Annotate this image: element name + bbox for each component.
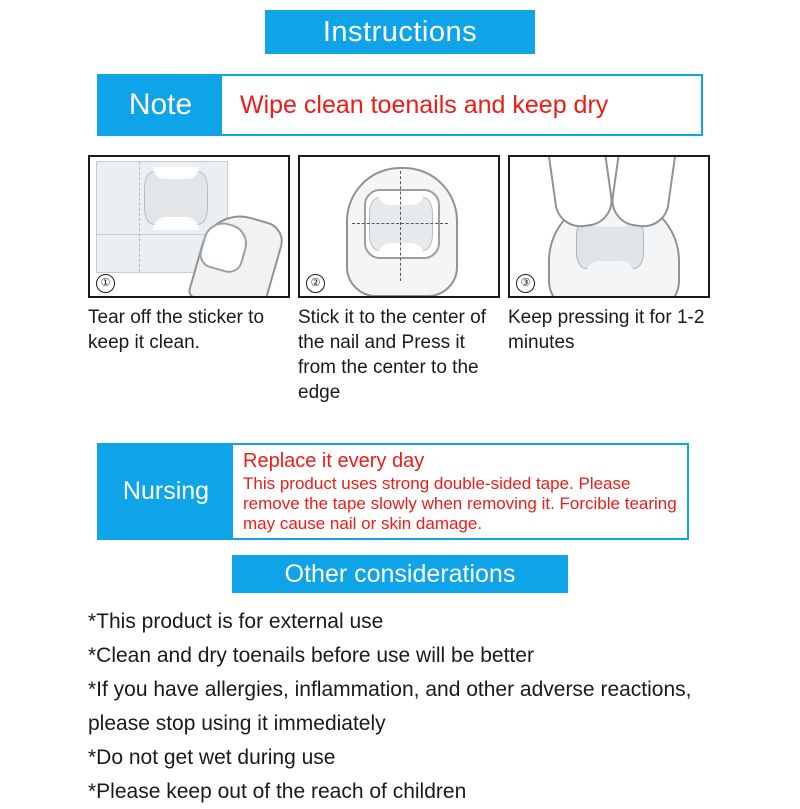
step-3-caption: Keep pressing it for 1-2 minutes (508, 307, 705, 353)
step-3-number: ③ (516, 274, 535, 293)
step-3-illustration (508, 155, 710, 298)
finger-right-icon (608, 155, 678, 231)
page-title-banner (265, 10, 535, 54)
step-3 (508, 155, 710, 405)
step-1-caption: Tear off the sticker to keep it clean. (88, 307, 265, 353)
steps-row (88, 155, 712, 405)
step-1-number: ① (96, 274, 115, 293)
center-guide-horizontal-icon (352, 223, 448, 224)
other-considerations-banner (232, 555, 568, 593)
other-considerations-title: Other considerations (284, 559, 516, 588)
step-2-illustration (298, 155, 500, 298)
patch-icon (369, 197, 433, 251)
note-text: Wipe clean toenails and keep dry (240, 90, 609, 119)
nursing-label: Nursing (99, 445, 233, 538)
step-2 (298, 155, 500, 405)
list-item: *Clean and dry toenails before use will be better (88, 644, 534, 667)
list-item: *Do not get wet during use (88, 746, 336, 769)
center-guide-vertical-icon (400, 171, 401, 281)
nursing-detail-text: This product uses strong double-sided tape. Please remove the tape slowly when removing it. Forcible tearing may cause nail or skin damage. (243, 474, 677, 533)
sheet-fold-line-icon (139, 162, 140, 272)
note-section (97, 74, 703, 136)
list-item: *This product is for external use (88, 610, 384, 633)
step-2-number: ② (306, 274, 325, 293)
page-title: Instructions (322, 15, 478, 48)
note-label: Note (99, 76, 222, 134)
other-considerations-list (88, 605, 728, 809)
step-2-caption: Stick it to the center of the nail and Press it from the center to the edge (298, 307, 486, 403)
sticker-icon (144, 171, 208, 225)
list-item: *If you have allergies, inflammation, and other adverse reactions, please stop using it immediately (88, 678, 692, 735)
list-item: *Please keep out of the reach of children (88, 780, 467, 803)
nursing-body (233, 445, 687, 538)
step-1-illustration (88, 155, 290, 298)
nursing-lead-text: Replace it every day (243, 450, 425, 472)
step-1 (88, 155, 290, 405)
nursing-section (97, 443, 689, 540)
